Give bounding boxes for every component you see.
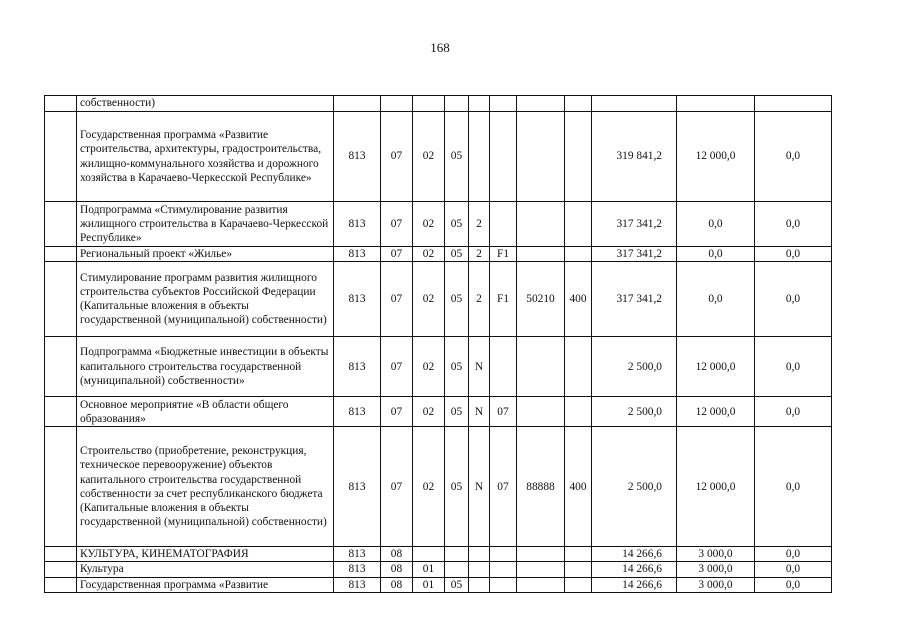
cell-subprogram [469,562,490,577]
cell-expense-type [565,96,592,112]
cell-name: Региональный проект «Жилье» [77,247,334,262]
cell-ministry: 813 [334,262,381,337]
cell-index [45,247,77,262]
cell-amount-3: 0,0 [755,547,832,562]
cell-index [45,96,77,112]
cell-program [445,547,469,562]
table-row [45,397,832,427]
cell-amount-1: 2 500,0 [592,427,677,547]
cell-name: Подпрограмма «Стимулирование развития жилищного строительства в Карачаево-Черкесской Республике» [77,202,334,247]
cell-event [490,577,517,592]
cell-amount-3: 0,0 [755,112,832,202]
cell-subprogram [469,577,490,592]
cell-subsection: 02 [413,262,445,337]
cell-amount-1 [592,96,677,112]
cell-ministry [334,96,381,112]
cell-program: 05 [445,577,469,592]
cell-ministry: 813 [334,397,381,427]
cell-ministry: 813 [334,337,381,397]
cell-amount-2: 3 000,0 [677,547,755,562]
cell-event [490,202,517,247]
cell-section: 07 [381,427,413,547]
cell-direction [517,397,565,427]
cell-amount-3: 0,0 [755,247,832,262]
cell-expense-type: 400 [565,427,592,547]
cell-program: 05 [445,112,469,202]
cell-program: 05 [445,397,469,427]
cell-program [445,562,469,577]
cell-ministry: 813 [334,562,381,577]
cell-expense-type [565,577,592,592]
cell-section: 08 [381,547,413,562]
cell-amount-1: 14 266,6 [592,547,677,562]
cell-ministry: 813 [334,427,381,547]
cell-amount-1: 2 500,0 [592,337,677,397]
cell-subprogram: N [469,337,490,397]
cell-direction [517,112,565,202]
cell-subprogram [469,112,490,202]
cell-expense-type [565,547,592,562]
cell-subprogram [469,547,490,562]
cell-direction: 88888 [517,427,565,547]
cell-subsection: 02 [413,202,445,247]
table-row [45,547,832,562]
cell-section: 07 [381,247,413,262]
cell-subprogram: 2 [469,247,490,262]
cell-amount-1: 14 266,6 [592,577,677,592]
cell-amount-3: 0,0 [755,562,832,577]
cell-index [45,337,77,397]
cell-program: 05 [445,262,469,337]
cell-amount-2: 0,0 [677,202,755,247]
cell-event: 07 [490,397,517,427]
cell-event: F1 [490,247,517,262]
cell-section: 07 [381,202,413,247]
cell-ministry: 813 [334,577,381,592]
cell-amount-2 [677,96,755,112]
cell-amount-3 [755,96,832,112]
cell-event [490,337,517,397]
cell-subsection: 02 [413,427,445,547]
cell-subsection [413,547,445,562]
cell-section [381,96,413,112]
page-number: 168 [430,40,450,55]
table-row [45,112,832,202]
table-row [45,247,832,262]
table-row [45,562,832,577]
cell-ministry: 813 [334,247,381,262]
cell-subsection: 02 [413,112,445,202]
cell-name: Государственная программа «Развитие [77,577,334,592]
cell-amount-1: 317 341,2 [592,262,677,337]
cell-index [45,397,77,427]
cell-name: собственности) [77,96,334,112]
cell-subsection: 02 [413,247,445,262]
cell-index [45,547,77,562]
table-row [45,337,832,397]
cell-subprogram [469,96,490,112]
cell-subsection [413,96,445,112]
cell-amount-2: 12 000,0 [677,397,755,427]
cell-amount-1: 319 841,2 [592,112,677,202]
cell-direction: 50210 [517,262,565,337]
cell-ministry: 813 [334,547,381,562]
cell-expense-type [565,247,592,262]
cell-amount-3: 0,0 [755,262,832,337]
cell-subprogram: N [469,397,490,427]
cell-direction [517,202,565,247]
cell-amount-2: 12 000,0 [677,337,755,397]
cell-name: КУЛЬТУРА, КИНЕМАТОГРАФИЯ [77,547,334,562]
cell-name: Государственная программа «Развитие строительства, архитектуры, градостроительства, жилищно-коммунального хозяйства и дорожного хозяйства в Карачаево-Черкесской Республике» [77,112,334,202]
cell-program: 05 [445,247,469,262]
cell-event [490,96,517,112]
cell-expense-type [565,202,592,247]
cell-section: 08 [381,562,413,577]
cell-name: Культура [77,562,334,577]
cell-event [490,112,517,202]
cell-subsection: 02 [413,337,445,397]
budget-table [44,95,832,593]
table-row [45,577,832,592]
table-row [45,96,832,112]
table-body [45,96,832,593]
cell-section: 07 [381,112,413,202]
cell-amount-1: 317 341,2 [592,202,677,247]
cell-amount-1: 2 500,0 [592,397,677,427]
cell-index [45,112,77,202]
cell-section: 07 [381,397,413,427]
cell-amount-2: 12 000,0 [677,427,755,547]
cell-section: 07 [381,337,413,397]
cell-direction [517,562,565,577]
cell-amount-1: 14 266,6 [592,562,677,577]
cell-amount-3: 0,0 [755,577,832,592]
cell-direction [517,96,565,112]
cell-subprogram: 2 [469,262,490,337]
cell-amount-2: 0,0 [677,247,755,262]
table-row [45,202,832,247]
cell-amount-3: 0,0 [755,427,832,547]
cell-name: Подпрограмма «Бюджетные инвестиции в объекты капитального строительства государственной (муниципальной) собственности» [77,337,334,397]
cell-event: F1 [490,262,517,337]
cell-event [490,562,517,577]
cell-ministry: 813 [334,112,381,202]
cell-direction [517,247,565,262]
cell-subprogram: 2 [469,202,490,247]
cell-amount-3: 0,0 [755,397,832,427]
cell-name: Стимулирование программ развития жилищного строительства субъектов Российской Федерации (Капитальные вложения в объекты государственной (муниципальной) собственности) [77,262,334,337]
cell-amount-3: 0,0 [755,337,832,397]
cell-section: 07 [381,262,413,337]
cell-expense-type [565,337,592,397]
cell-subsection: 01 [413,577,445,592]
cell-direction [517,337,565,397]
cell-event: 07 [490,427,517,547]
cell-amount-2: 12 000,0 [677,112,755,202]
cell-amount-3: 0,0 [755,202,832,247]
cell-expense-type [565,112,592,202]
table-row [45,262,832,337]
cell-amount-1: 317 341,2 [592,247,677,262]
cell-amount-2: 3 000,0 [677,562,755,577]
cell-expense-type: 400 [565,262,592,337]
cell-amount-2: 3 000,0 [677,577,755,592]
cell-section: 08 [381,577,413,592]
cell-subsection: 02 [413,397,445,427]
table-row [45,427,832,547]
cell-name: Строительство (приобретение, реконструкция, техническое перевооружение) объектов капитального строительства государственной собственности за счет республиканского бюджета (Капитальные вложения в объекты государственной (муниципальной) собственности) [77,427,334,547]
cell-subprogram: N [469,427,490,547]
cell-subsection: 01 [413,562,445,577]
cell-name: Основное мероприятие «В области общего образования» [77,397,334,427]
cell-index [45,262,77,337]
cell-index [45,202,77,247]
cell-program: 05 [445,337,469,397]
cell-expense-type [565,562,592,577]
cell-program: 05 [445,202,469,247]
cell-expense-type [565,397,592,427]
cell-amount-2: 0,0 [677,262,755,337]
cell-direction [517,577,565,592]
cell-event [490,547,517,562]
cell-program: 05 [445,427,469,547]
cell-direction [517,547,565,562]
cell-program [445,96,469,112]
cell-index [45,562,77,577]
cell-ministry: 813 [334,202,381,247]
cell-index [45,427,77,547]
cell-index [45,577,77,592]
